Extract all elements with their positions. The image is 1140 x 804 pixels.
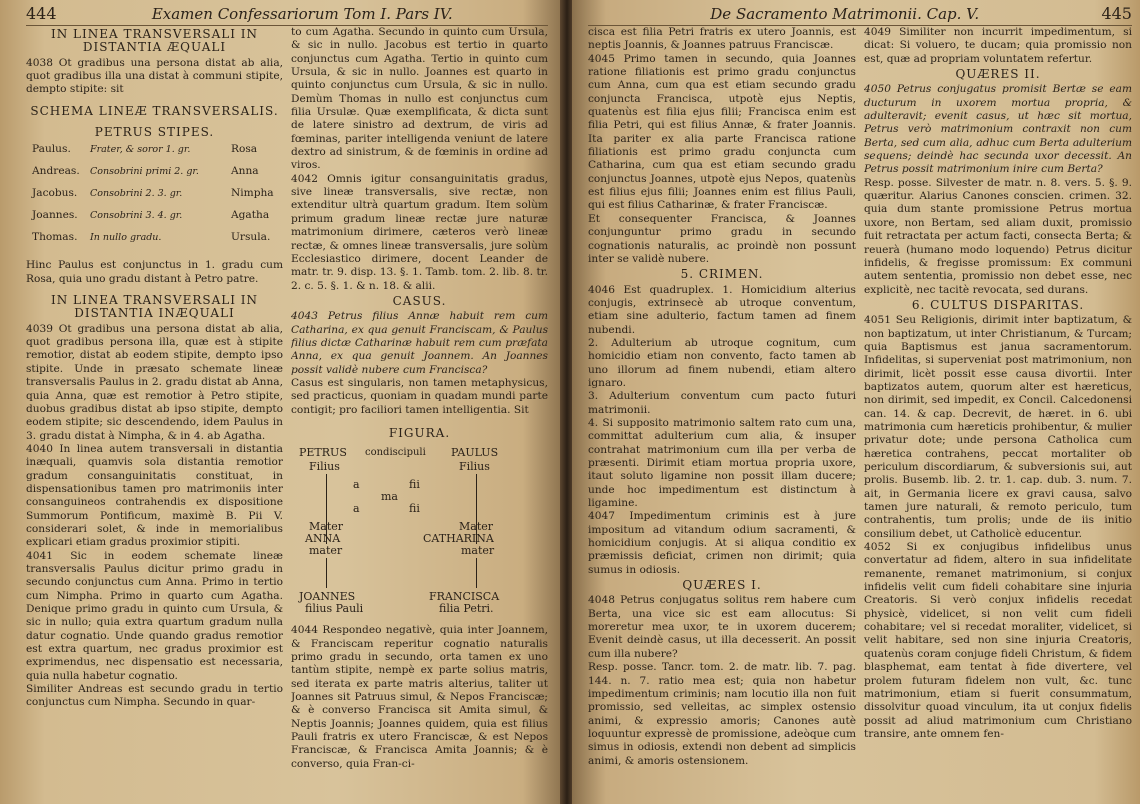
fig-condiscipuli: condiscipuli <box>365 447 426 459</box>
schema-row: Paulus. Frater, & soror 1. gr. Rosa <box>32 143 258 156</box>
left-columns <box>26 26 548 771</box>
para-4039: 4039 Ot gradibus una persona distat ab alia, quot gradibus persona illa, quæ est à stipite remotior, distat ab eodem stipite, dempto ipso stipite. Unde in præsato schemate lineæ transversalis Paulus in 2. gradu distat ab Anna, quia Anna, quæ est remotior à Petro stipite, duobus gradibus distat ab ipso stipite, dempto eodem stipite; sic descendendo, idem Paulus in 3. gradu distat à Nimpha, & in 4. ab Agatha. <box>26 322 283 442</box>
fig-filius-right: Filius <box>459 460 490 474</box>
para-4: 4. Si supposito matrimonio saltem rato cum una, committat adulterium cum alia, & insuper contrahat matrimonium cum illa per verba de præsenti. Dirimit etiam mortua propria uxore, itaut soluto ligamine non possit illam ducere; unde hoc impedimentum est distinctum à ligamine. <box>588 416 856 510</box>
para-4052: 4052 Si ex conjugibus infidelibus unus convertatur ad fidem, altero in sua infidelitate remanente, remanet matrimonium, si conjux infidelis velit cum fideli cohabitare sine injuria Creatoris. Si verò conjux infidelis recedat physicè, videlicet, si non velit cum fideli cohabitare; vel si recedat moraliter, videlicet, si velit habitare, sed non sine injuria Creatoris, quatenùs coram conjuge fideli Christum, & fidem blasphemat, eam tentat à fide divertere, vel prolem futuram fidelem non vult, &c. tunc matrimonium, etiam si fuerit consummatum, dissolvitur quoad vinculum, ita ut conjux fidelis possit ad aliud matrimonium cum Christiano transire, ante omnem fen- <box>864 541 1132 740</box>
para-4044: 4044 Respondeo negativè, quia inter Joannem, & Franciscam reperitur cognatio naturalis primo gradu in secundo, orta tamen ex uno tantùm stipite, nempè ex parte solius matris, sed iterata ex parte matris alterius, taliter ut Joannes sit Patruus simul, & Nepos Franciscæ; & è converso Francisca sit Amita simul, & Neptis Joannis; Joannes quidem, quia est filius Pauli fratris ex utero Franciscæ, & est Nepos Franciscæ, & Francisca Amita Joannis; & è converso, quia Fran-ci- <box>291 624 548 770</box>
figura-title: FIGURA. <box>388 425 451 440</box>
para-4043: 4043 Petrus filius Annæ habuit rem cum Catharina, ex qua genuit Franciscam, & Paulus filius dictæ Catharinæ habuit rem cum præfata Anna, ex qua genuit Joannem. An Joannes possit validè nubere cum Francisca? <box>291 310 548 376</box>
para-resp-2: Resp. posse. Silvester de matr. n. 8. vers. 5. §. 9. quæritur. Alarius Canones conscien. crimen. 32. quia dum stante promissione Petrus mortua uxore, non Bertam, sed aliam duxit, promissio fuit retractata per actum facti, consecta Berta; & reuerà (humano modo loquendo) Petrus dicitur infidelis, & fregisse promissum: Ex communi autem sententia, promissio non debet esse, nec explicitè, nec tacitè revocata, sed durans. <box>864 176 1132 296</box>
running-head-left <box>26 4 548 26</box>
running-title-left: Examen Confessariorum Tom I. Pars IV. <box>151 5 453 23</box>
left-col-2 <box>291 26 548 771</box>
page-number-right: 445 <box>1101 4 1132 23</box>
para-4040: 4040 In linea autem transversali in distantia inæquali, quamvis sola distantia remotior gradum consanguinitatis constituat, in dispensationibus tamen pro matrimoniis inter consanguineos contrahendis ex dispositione Summorum Pontificum, maximè B. Pii V. considerari solet, & inde in memorialibus explicari etiam gradus proximior stipiti. <box>26 442 283 549</box>
kinship-figure: PETRUS condiscipuli PAULUS Filius Filius a fii ma a fii Mater ANNA mater Mater CATHARINA mater JOANNES filius Pauli FRANCISCA filia Petri. <box>299 446 500 616</box>
quaeres-2-title: QUÆRES II. <box>955 67 1041 82</box>
fig-catharina: CATHARINA <box>423 532 494 546</box>
fig-line <box>476 558 477 588</box>
para-2: 2. Adulterium ab utroque cognitum, cum homicidio etiam non convento, facto tamen ab uno illorum ad finem nubendi, etiam altero ignaro. <box>588 336 856 389</box>
schema-table <box>32 143 283 253</box>
fig-anna: ANNA <box>305 532 341 546</box>
stipes-title: PETRUS STIPES. <box>94 125 215 140</box>
schema-row: Joannes. Consobrini 3. 4. gr. Agatha <box>32 209 270 222</box>
quaeres-1-title: QUÆRES I. <box>682 578 762 593</box>
para-4051: 4051 Seu Religionis, dirimit inter baptizatum, & non baptizatum, ut inter Christianum, & Turcam; quia Baptismus est janua sacramentorum. Infidelitas, si superveniat post matrimonium, non dirimit, licèt possit esse causa divortii. Inter baptizatos autem, quorum alter est hæreticus, non dirimit, sed impedit, ex Concil. Calcedonensi can. 14. & cap. Decrevit, de hæret. in 6. ubi matrimonia cum hæreticis prohibentur, & mulier privatur dote; unde persona Catholica cum hæretica contrahens, peccat mortaliter ob periculum discordiarum, & subversionis sui, aut prolis. Busemb. lib. 2. tr. 1. cap. dub. 3. num. 7. ait, in Germania licere ex gravi causa, salvo tamen jure naturali, & remoto periculo, tum contrahentis, tum prolis; unde de iis initio consilium debet, ut Catholicè educentur. <box>864 314 1132 540</box>
cultus-title: 6. CULTUS DISPARITAS. <box>911 297 1085 312</box>
fig-paulus: PAULUS <box>451 446 499 460</box>
fig-filius-left: Filius <box>309 460 340 474</box>
para-continuation: to cum Agatha. Secundo in quinto cum Ursula, & sic in nullo. Jacobus est tertio in quarto conjunctus cum Agatha. Tertio in quinto cum Ursula, & sic in nullo. Joannes est quarto in quinto conjunctus cum Ursula, & sic in nullo. Demùm Thomas in nullo est conjunctus cum filia Ursulæ. Quæ exemplificata, & dicta sunt de latere sinistro ad dextrum, de viris ad fœminas, pariter intelligenda veniunt de latere dextro ad sinistrum, & de fœminis in ordine ad viros. <box>291 26 548 172</box>
para-4045: 4045 Primo tamen in secundo, quia Joannes ratione filiationis est primo gradu conjunctus cum Anna, cum qua est etiam secundo gradu conjuncta Francisca, utpotè ejus Neptis, quatenùs est filia ejus filii; Francisca enim est filia Petri, qui est filius Annæ, & frater Joannis. Ita pariter ex alia parte Francisca ratione filiationis est primo gradu conjuncta cum Catharina, cum qua est etiam secundo gradu conjunctus Joannes, utpotè ejus Nepos, quatenùs est filius ejus filii; Joannes enim est filius Pauli, qui est filius Catharinæ, & frater Franciscæ. <box>588 52 856 212</box>
schema-title: SCHEMA LINEÆ TRANSVERSALIS. <box>30 103 279 118</box>
running-title-right: De Sacramento Matrimonii. Cap. V. <box>710 5 980 23</box>
para-continuation: cisca est filia Petri fratris ex utero Joannis, est neptis Joannis, & Joannes patruus Franciscæ. <box>588 26 856 52</box>
right-columns <box>588 26 1132 768</box>
para-similiter: Similiter Andreas est secundo gradu in tertio conjunctus cum Nimpha. Secundo in quar- <box>26 683 283 709</box>
para-casus: Casus est singularis, non tamen metaphysicus, sed practicus, quoniam in quadam mundi parte contigit; pro faciliori tamen intelligentia. Sit <box>291 376 548 416</box>
para-consequenter: Et consequenter Francisca, & Joannes conjunguntur primo gradu in secundo cognationis naturalis, ac proindè non possunt inter se validè nubere. <box>588 212 856 265</box>
para-4042: 4042 Omnis igitur consanguinitatis gradus, sive lineæ transversalis, sive rectæ, non extenditur ultrà quartum gradum. Item solùm primum gradum lineæ rectæ jure naturæ matrimonium dirimere, cæteros verò lineæ rectæ, & omnes lineæ transversalis, jure solùm Ecclesiastico dirimere, docent Leander de matr. tr. 9. disp. 13. §. 1. Tamb. tom. 2. lib. 8. tr. 2. c. 5. §. 1. & n. 18. & alii. <box>291 172 548 292</box>
right-col-1 <box>588 26 856 768</box>
heading-inaequali: IN LINEA TRANSVERSALI IN DISTANTIA INÆQUALI <box>50 293 259 321</box>
para-hinc: Hinc Paulus est conjunctus in 1. gradu cum Rosa, quia uno gradu distant à Petro patre. <box>26 259 283 285</box>
schema-row: Thomas. In nullo gradu. Ursula. <box>32 231 271 244</box>
casus-title: CASUS. <box>392 293 447 308</box>
schema-row: Andreas. Consobrini primi 2. gr. Anna <box>32 165 259 178</box>
left-page <box>0 0 562 804</box>
para-resp-1: Resp. posse. Tancr. tom. 2. de matr. lib. 7. pag. 144. n. 7. ratio mea est; quia non habetur impedimentum criminis; nam locutio illa non fuit promissio, sed velleitas, ac simplex ostensio animi, & expressio amoris; Canones autè loquuntur expressè de promissione, adeòque cum simus in odiosis, extendi non debent ad simplicis animi, & amoris ostensionem. <box>588 661 856 767</box>
fig-francisca: FRANCISCA <box>429 590 500 604</box>
para-4038: 4038 Ot gradibus una persona distat ab alia, quot gradibus illa una distat à communi stipite, dempto stipite: sit <box>26 56 283 96</box>
crimen-title: 5. CRIMEN. <box>680 267 764 282</box>
para-4050: 4050 Petrus conjugatus promisit Bertæ se eam ducturum in uxorem mortua propria, & adulteravit; evenit casus, ut hæc sit mortua, Petrus verò matrimonium contraxit non cum Berta, sed cum alia, adhuc cum Berta adulterium sequens; deindè hac secunda uxor decessit. An Petrus possit matrimonium inire cum Berta? <box>864 83 1132 176</box>
para-4046: 4046 Est quadruplex. 1. Homicidium alterius conjugis, extrinsecè ab utroque conventum, etiam sine adulterio, factum tamen ad finem nubendi. <box>588 283 856 336</box>
heading-aequali: IN LINEA TRANSVERSALI IN DISTANTIA ÆQUALI <box>50 27 259 55</box>
para-4041: 4041 Sic in eodem schemate lineæ transversalis Paulus dicitur primo gradu in secundo conjunctus cum Anna. Primo in tertio cum Nimpha. Primo in quarto cum Agatha. Denique primo gradu in quinto cum Ursula, & sic in nullo; quia extra quartum gradum nulla datur cognatio. Unde quando gradus remotior est extra quartum, nec gradus proximior est exprimendus, nec dispensatio est necessaria, quia nulla habetur cognatio. <box>26 549 283 682</box>
page-number-left: 444 <box>26 4 57 23</box>
para-4049: 4049 Similiter non incurrit impedimentum, si dicat: Si voluero, te ducam; quia promissio non est, quæ ad propriam voluntatem refertur. <box>864 26 1132 65</box>
right-page <box>572 0 1140 804</box>
schema-row: Jacobus. Consobrini 2. 3. gr. Nimpha <box>32 187 274 200</box>
fig-line <box>326 558 327 588</box>
para-4048: 4048 Petrus conjugatus solitus rem habere cum Berta, una vice sic est eam allocutus: Si moreretur mea uxor, te in uxorem ducerem; Evenit deindè casus, ut illa decesserit. An possit cum illa nubere? <box>588 594 856 660</box>
para-4047: 4047 Impedimentum criminis est à jure impositum ad vitandum odium sacramenti, & homicidium conjugis. At si aliqua conditio ex præmissis deficiat, crimen non dirimit; quia sumus in odiosis. <box>588 510 856 576</box>
para-3: 3. Adulterium conventum cum pacto futuri matrimonii. <box>588 390 856 416</box>
right-col-2 <box>864 26 1132 768</box>
left-col-1 <box>26 26 283 771</box>
fig-joannes: JOANNES <box>299 590 356 604</box>
running-head-right <box>588 4 1132 26</box>
fig-petrus: PETRUS <box>299 446 347 460</box>
